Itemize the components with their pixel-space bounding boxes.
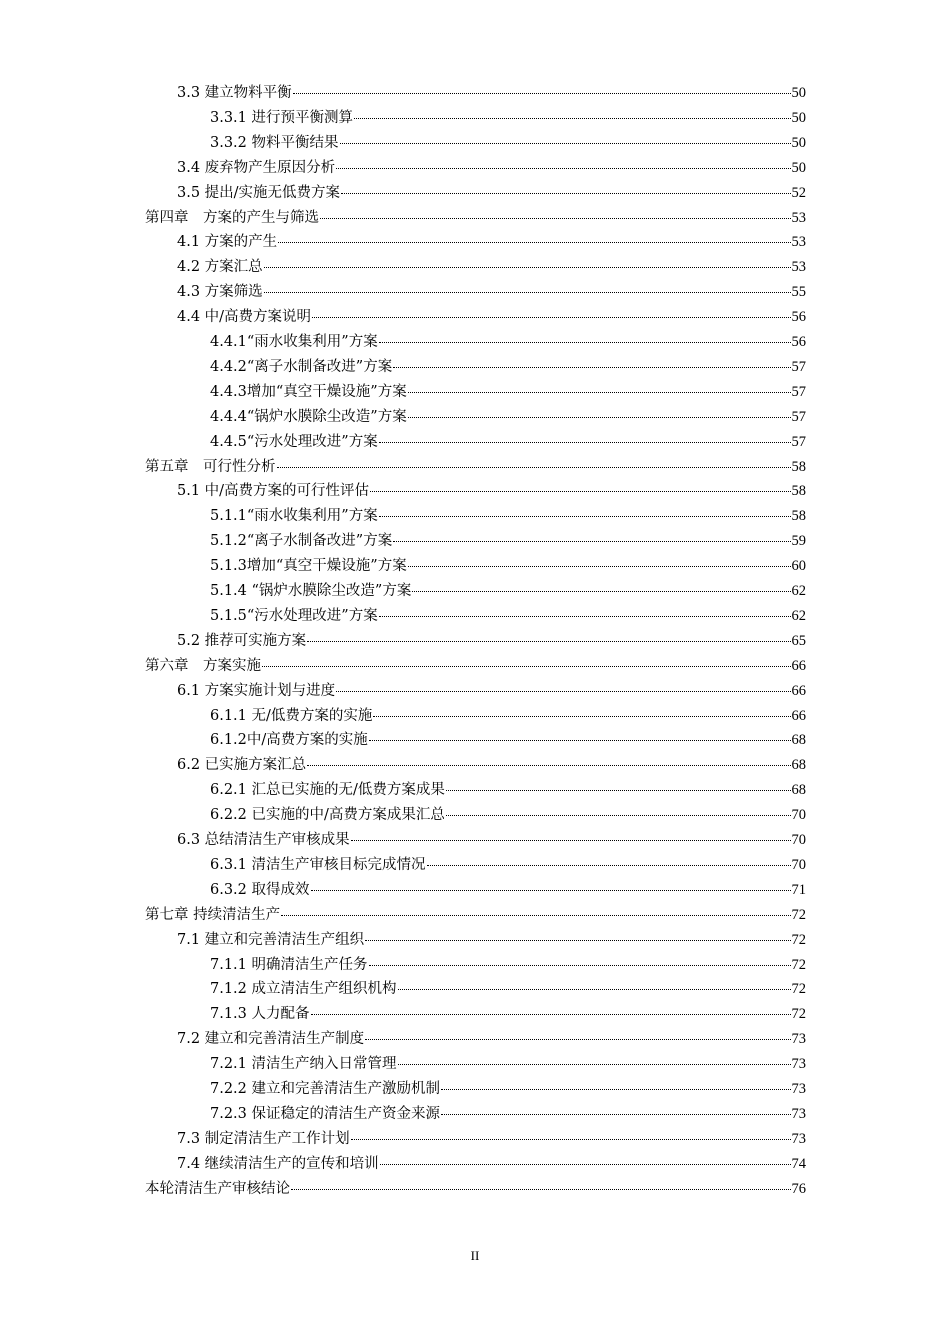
toc-entry-page: 58 (791, 483, 806, 499)
dot-leader (408, 565, 791, 567)
toc-entry-title: 5.1.3增加“真空干燥设施”方案 (210, 558, 407, 574)
toc-entry-page: 72 (791, 907, 806, 923)
toc-entry-page: 66 (791, 683, 806, 699)
toc-entry[interactable] (210, 1053, 806, 1075)
toc-entry-page: 70 (791, 807, 806, 823)
dot-leader (380, 1163, 791, 1165)
toc-entry[interactable] (210, 729, 806, 751)
page-number: II (470, 1248, 480, 1263)
toc-entry-title: 7.3 制定清洁生产工作计划 (177, 1131, 350, 1147)
toc-entry[interactable] (210, 879, 806, 901)
toc-entry-title: 6.2.2 已实施的中/高费方案成果汇总 (210, 807, 445, 823)
dot-leader (264, 266, 791, 268)
toc-entry[interactable] (177, 157, 806, 179)
dot-leader (291, 1188, 791, 1190)
toc-entry-title: 7.1 建立和完善清洁生产组织 (177, 932, 365, 948)
dot-leader (340, 142, 791, 144)
toc-entry-title: 4.4.2“离子水制备改进”方案 (210, 359, 393, 375)
toc-entry-title: 5.1.4 “锅炉水膜除尘改造”方案 (210, 583, 412, 599)
dot-leader (408, 416, 791, 418)
toc-entry[interactable] (177, 281, 806, 303)
toc-entry-title: 第五章 可行性分析 (145, 459, 276, 475)
toc-entry-page: 57 (791, 359, 806, 375)
toc-entry[interactable] (177, 182, 806, 204)
toc-entry-title: 4.3 方案筛选 (177, 284, 263, 300)
toc-entry[interactable] (177, 256, 806, 278)
dot-leader (365, 1038, 790, 1040)
toc-entry-title: 5.1.2“离子水制备改进”方案 (210, 533, 393, 549)
toc-entry-page: 66 (791, 708, 806, 724)
dot-leader (393, 540, 790, 542)
toc-entry-title: 7.2.2 建立和完善清洁生产激励机制 (210, 1081, 441, 1097)
toc-entry-title: 4.4 中/高费方案说明 (177, 309, 312, 325)
toc-entry[interactable] (210, 705, 806, 727)
toc-entry-page: 50 (791, 110, 806, 126)
dot-leader (412, 590, 790, 592)
toc-entry[interactable] (177, 231, 806, 253)
toc-entry-title: 7.1.2 成立清洁生产组织机构 (210, 981, 397, 997)
toc-entry[interactable] (177, 680, 806, 702)
dot-leader (365, 939, 790, 941)
toc-entry[interactable] (177, 1028, 806, 1050)
toc-entry-page: 71 (791, 882, 806, 898)
toc-entry[interactable] (210, 978, 806, 1000)
toc-entry-page: 76 (791, 1181, 806, 1197)
toc-entry-title: 第四章 方案的产生与筛选 (145, 210, 319, 226)
toc-entry-page: 73 (791, 1056, 806, 1072)
toc-entry[interactable] (210, 804, 806, 826)
toc-entry-title: 4.1 方案的产生 (177, 234, 278, 250)
dot-leader (373, 715, 790, 717)
dot-leader (369, 964, 791, 966)
toc-entry-page: 70 (791, 832, 806, 848)
toc-entry-title: 5.1 中/高费方案的可行性评估 (177, 483, 370, 499)
toc-entry[interactable] (177, 754, 806, 776)
toc-entry-page: 73 (791, 1031, 806, 1047)
toc-entry[interactable] (177, 1153, 806, 1175)
toc-entry-title: 5.1.1“雨水收集利用”方案 (210, 508, 378, 524)
toc-entry-page: 62 (791, 583, 806, 599)
dot-leader (379, 341, 791, 343)
dot-leader (379, 615, 791, 617)
toc-entry-title: 6.1.1 无/低费方案的实施 (210, 708, 373, 724)
dot-leader (370, 490, 790, 492)
dot-leader (351, 1138, 791, 1140)
toc-entry-title: 6.3.1 清洁生产审核目标完成情况 (210, 857, 426, 873)
toc-entry[interactable] (210, 132, 806, 154)
toc-entry-page: 62 (791, 608, 806, 624)
toc-entry-page: 59 (791, 533, 806, 549)
dot-leader (351, 839, 791, 841)
dot-leader (408, 391, 791, 393)
toc-entry-title: 7.4 继续清洁生产的宣传和培训 (177, 1156, 379, 1172)
toc-entry[interactable] (145, 904, 806, 926)
toc-entry-title: 3.3 建立物料平衡 (177, 85, 292, 101)
toc-entry-page: 72 (791, 957, 806, 973)
toc-entry-title: 7.2.1 清洁生产纳入日常管理 (210, 1056, 397, 1072)
toc-entry-page: 68 (791, 757, 806, 773)
toc-entry-page: 58 (791, 508, 806, 524)
toc-entry-page: 73 (791, 1106, 806, 1122)
dot-leader (278, 241, 790, 243)
toc-entry-page: 68 (791, 732, 806, 748)
toc-entry-title: 本轮清洁生产审核结论 (145, 1181, 290, 1197)
toc-entry-title: 7.1.1 明确清洁生产任务 (210, 957, 368, 973)
dot-leader (379, 441, 791, 443)
toc-entry-page: 70 (791, 857, 806, 873)
toc-entry-page: 56 (791, 309, 806, 325)
toc-entry[interactable] (210, 954, 806, 976)
toc-entry-page: 50 (791, 85, 806, 101)
toc-entry-title: 6.1.2中/高费方案的实施 (210, 732, 368, 748)
toc-entry-page: 57 (791, 409, 806, 425)
toc-entry[interactable] (210, 505, 806, 527)
toc-entry-page: 74 (791, 1156, 806, 1172)
dot-leader (336, 690, 790, 692)
toc-entry[interactable] (145, 456, 806, 478)
toc-entry[interactable] (177, 829, 806, 851)
toc-entry-page: 72 (791, 932, 806, 948)
toc-entry-title: 6.3.2 取得成效 (210, 882, 310, 898)
dot-leader (264, 291, 791, 293)
dot-leader (281, 914, 790, 916)
toc-entry[interactable] (210, 605, 806, 627)
dot-leader (393, 366, 790, 368)
dot-leader (446, 814, 791, 816)
dot-leader (427, 864, 791, 866)
toc-entry[interactable] (145, 207, 806, 229)
dot-leader (312, 316, 790, 318)
toc-entry[interactable] (177, 480, 806, 502)
dot-leader (320, 217, 791, 219)
toc-entry-title: 第六章 方案实施 (145, 658, 261, 674)
toc-entry-title: 4.4.3增加“真空干燥设施”方案 (210, 384, 407, 400)
dot-leader (311, 1013, 791, 1015)
toc-entry-page: 53 (791, 259, 806, 275)
toc-entry-title: 4.4.4“锅炉水膜除尘改造”方案 (210, 409, 407, 425)
toc-entry-page: 66 (791, 658, 806, 674)
toc-entry-page: 73 (791, 1081, 806, 1097)
toc-entry[interactable] (210, 107, 806, 129)
toc-entry-title: 6.2 已实施方案汇总 (177, 757, 307, 773)
toc-entry-page: 65 (791, 633, 806, 649)
toc-entry-page: 50 (791, 135, 806, 151)
toc-entry[interactable] (210, 1003, 806, 1025)
toc-entry[interactable] (210, 381, 806, 403)
dot-leader (336, 167, 790, 169)
toc-entry-title: 3.3.2 物料平衡结果 (210, 135, 339, 151)
dot-leader (293, 92, 791, 94)
toc-entry-page: 73 (791, 1131, 806, 1147)
toc-entry[interactable] (210, 356, 806, 378)
toc-entry-title: 5.2 推荐可实施方案 (177, 633, 307, 649)
toc-entry[interactable] (145, 1178, 806, 1200)
dot-leader (311, 889, 791, 891)
toc-entry-title: 6.2.1 汇总已实施的无/低费方案成果 (210, 782, 445, 798)
toc-entry-title: 7.2 建立和完善清洁生产制度 (177, 1031, 365, 1047)
toc-entry-title: 4.2 方案汇总 (177, 259, 263, 275)
toc-entry-page: 57 (791, 384, 806, 400)
dot-leader (307, 640, 790, 642)
toc-entry-page: 50 (791, 160, 806, 176)
toc-entry[interactable] (210, 431, 806, 453)
toc-entry[interactable] (210, 530, 806, 552)
toc-entry[interactable] (210, 331, 806, 353)
toc-entry-page: 56 (791, 334, 806, 350)
dot-leader (398, 988, 791, 990)
toc-entry-title: 7.1.3 人力配备 (210, 1006, 310, 1022)
toc-entry-title: 第七章 持续清洁生产 (145, 907, 281, 923)
toc-entry[interactable] (177, 82, 806, 104)
toc-entry[interactable] (210, 555, 806, 577)
toc-entry-title: 3.5 提出/实施无低费方案 (177, 185, 341, 201)
toc-entry[interactable] (210, 854, 806, 876)
toc-entry[interactable] (210, 406, 806, 428)
toc-entry-page: 72 (791, 1006, 806, 1022)
toc-entry-page: 58 (791, 459, 806, 475)
toc-entry-title: 7.2.3 保证稳定的清洁生产资金来源 (210, 1106, 441, 1122)
toc-entry-title: 6.3 总结清洁生产审核成果 (177, 832, 350, 848)
toc-entry-page: 53 (791, 210, 806, 226)
toc-entry[interactable] (210, 1078, 806, 1100)
dot-leader (262, 665, 791, 667)
toc-entry[interactable] (177, 929, 806, 951)
toc-entry[interactable] (210, 580, 806, 602)
toc-entry[interactable] (145, 655, 806, 677)
toc-entry[interactable] (210, 1103, 806, 1125)
toc-entry[interactable] (177, 306, 806, 328)
toc-entry-title: 4.4.1“雨水收集利用”方案 (210, 334, 378, 350)
toc-entry-page: 52 (791, 185, 806, 201)
toc-entry[interactable] (177, 630, 806, 652)
toc-entry-title: 4.4.5“污水处理改进”方案 (210, 434, 378, 450)
toc-entry-page: 68 (791, 782, 806, 798)
toc-entry-title: 3.3.1 进行预平衡测算 (210, 110, 354, 126)
dot-leader (398, 1063, 791, 1065)
dot-leader (354, 117, 790, 119)
toc-entry-title: 6.1 方案实施计划与进度 (177, 683, 336, 699)
toc-entry-title: 5.1.5“污水处理改进”方案 (210, 608, 378, 624)
toc-entry-page: 60 (791, 558, 806, 574)
dot-leader (277, 466, 791, 468)
dot-leader (441, 1088, 790, 1090)
toc-entry-page: 55 (791, 284, 806, 300)
toc-entry-title: 3.4 废弃物产生原因分析 (177, 160, 336, 176)
dot-leader (307, 764, 790, 766)
dot-leader (446, 789, 791, 791)
toc-entry[interactable] (210, 779, 806, 801)
toc-entry-page: 72 (791, 981, 806, 997)
dot-leader (379, 515, 791, 517)
toc-entry-page: 57 (791, 434, 806, 450)
toc-entry-page: 53 (791, 234, 806, 250)
dot-leader (441, 1113, 790, 1115)
dot-leader (369, 739, 791, 741)
dot-leader (341, 192, 790, 194)
toc-entry[interactable] (177, 1128, 806, 1150)
